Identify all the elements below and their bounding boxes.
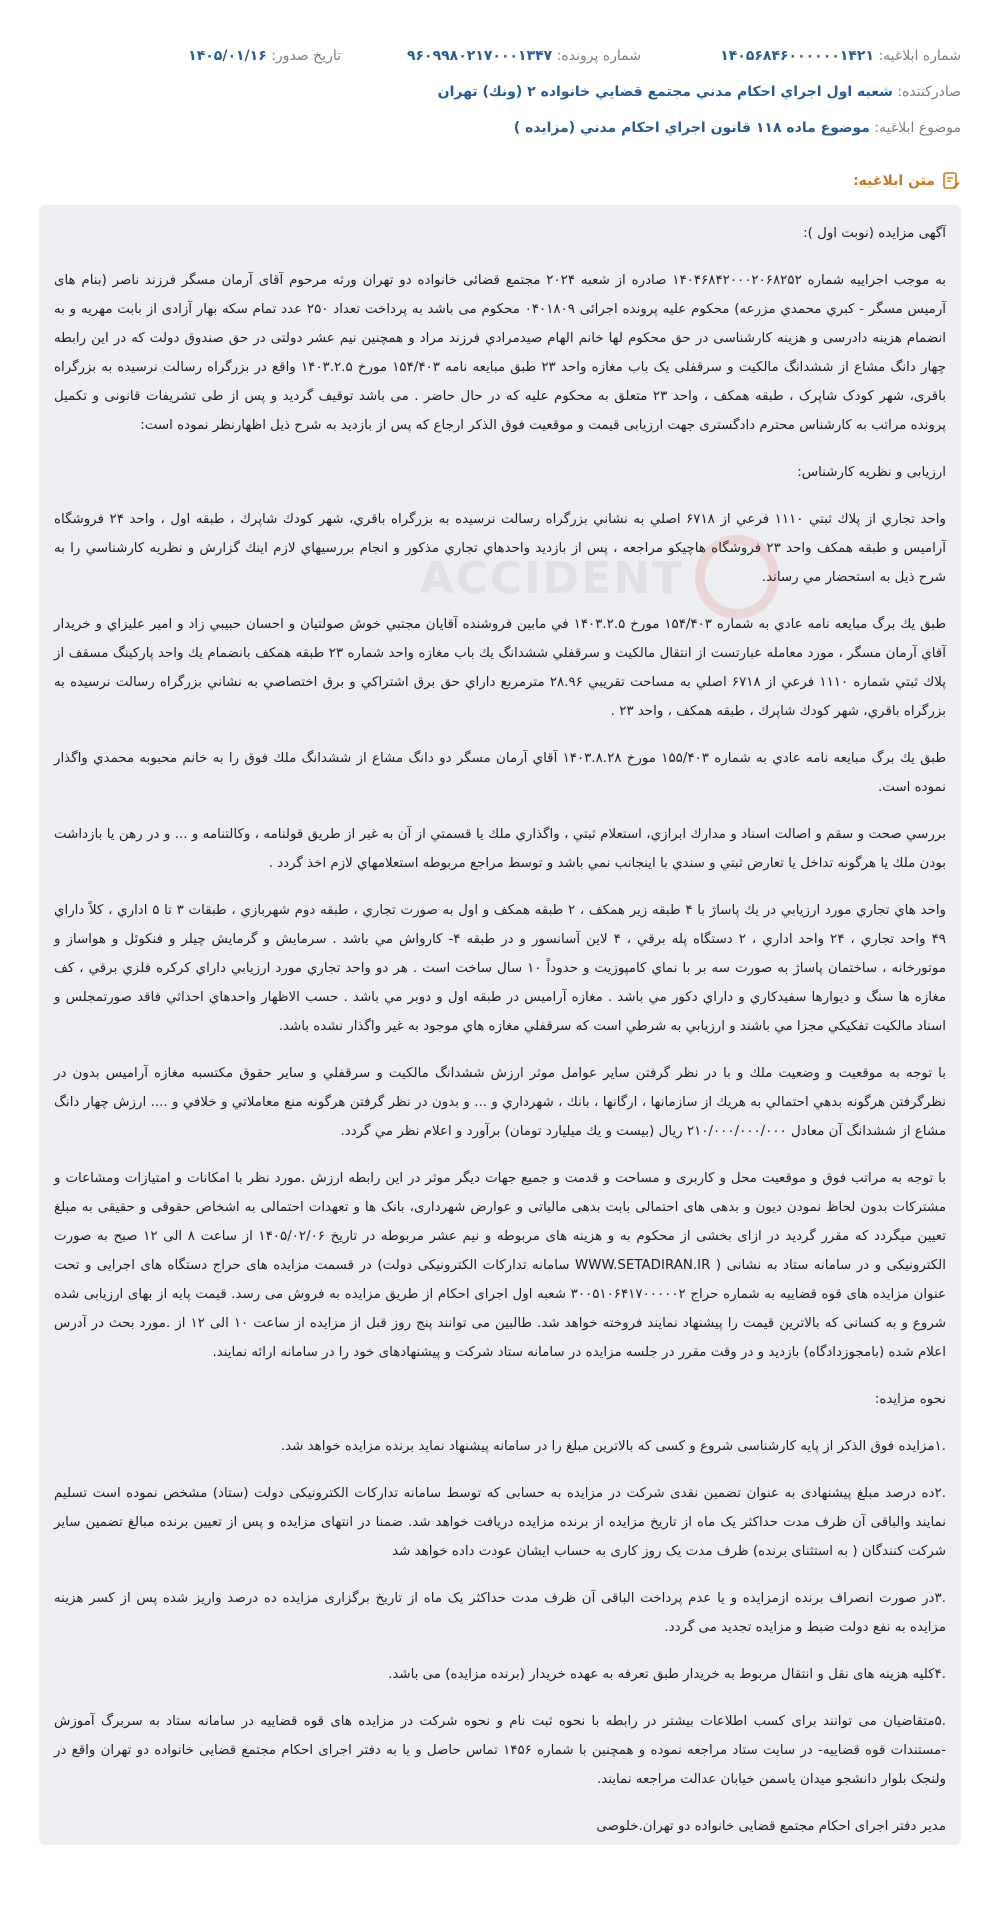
issue-date-value: ۱۴۰۵/۰۱/۱۶ [188,48,267,64]
auction-rule-item: .۱مزایده فوق الذکر از پایه کارشناسی شروع و کسی که بالاترین مبلغ را در سامانه پیشنهاد نماید برنده مزایده خواهد شد. [280,1439,946,1454]
file-number-label: شماره پرونده: [556,48,641,64]
notice-body [39,205,961,1845]
file-number [407,48,641,64]
notice-number-label: شماره ابلاغیه: [878,48,961,64]
auction-method-heading: نحوه مزایده: [874,1392,946,1407]
file-number-value: ۹۶۰۹۹۸۰۲۱۷۰۰۰۱۳۴۷ [406,48,553,64]
document-edit-icon [941,171,961,191]
issuer-row [39,84,961,100]
signature-line: مدیر دفتر اجرای احکام مجتمع قضایی خانواده دو تهران.خلوصی [596,1819,946,1834]
subject-label: موضوع ابلاغیه: [874,120,961,136]
auction-rule-item: .۵متقاضیان می توانند برای کسب اطلاعات بیشتر در رابطه با نحوه ثبت نام و نحوه شرکت در مزایده های قوه قضاییه در سامانه ستاد به سربرگ آموزش -مستندات قوه قضاییه- در سایت ستاد مراجعه نموده و همچنین با شماره ۱۴۵۶ تماس حاصل و یا به دفتر اجرای احکام مجتمع قضایی خانواده دو تهران واقع در ولنجک بلوار دانشجو میدان یاسمن خیابان عدالت مراجعه نمایند. [54,1714,946,1787]
notice-number-value: ۱۴۰۵۶۸۴۶۰۰۰۰۰۰۱۴۲۱ [720,48,874,64]
auction-rule-item: .۲ده درصد مبلغ پیشنهادی به عنوان تضمین نقدی شرکت در مزایده به حسابی که توسط سامانه تدارکات الکترونیکی دولت (ستاد) مشخص نموده است تسلیم نمایند والباقی آن ظرف مدت حداکثر یک ماه از تاریخ مزایده از برنده مزایده دریافت خواهد شد. ضمنا در انتهای مزایده و پس از تعیین برنده مبالغ تضمین سایر شرکت کنندگان ( به استثنای برنده) ظرف مدت یک روز کاری به حساب ایشان عودت داده خواهد شد [54,1486,946,1559]
notice-paragraph: طبق يك برگ مبايعه نامه عادي به شماره ۱۵۴/۴۰۳ مورخ ۱۴۰۳.۲.۵ في مابين فروشنده آقايان مجتبي خوش صولتيان و احسان حبيبي زاد و امير عليزاي و خريدار آقاي آرمان مسگر ، مورد معامله عبارتست از انتقال مالكيت و سرقفلي ششدانگ يك باب مغازه واحد شماره ۲۳ طبقه همكف بانضمام يك واحد پاركينگ مسقف از پلاك ثبتي شماره ۱۱۱۰ فرعي از ۶۷۱۸ اصلي به مساحت تقريبي ۲۸.۹۶ مترمربع داراي حق برق اشتراكي و برق اختصاصي به نشاني بزرگراه رسالت نرسيده به بزرگراه باقري، شهر كودك شاپرك ، طبقه همكف ، واحد ۲۳ . [54,617,947,719]
issue-date [188,48,341,64]
notice-meta-row [39,48,961,70]
auction-rule-item: .۴کلیه هزینه های نقل و انتقال مربوط به خریدار طبق تعرفه به عهده خریدار (برنده مزایده) می باشد. [388,1667,946,1682]
notice-number [720,48,961,64]
notice-paragraph: با توجه به موقعيت و وضعيت ملك و با در نظر گرفتن ساير عوامل موثر ارزش ششدانگ مالكيت و سرقفلي و ساير حقوق مكتسبه مغازه آراميس بدون در نظرگرفتن هرگونه بدهي احتمالي به هريك از سازمانها ، ارگانها ، بانك ، شهرداري و ... و بدون در نظر گرفتن هرگونه منع معاملاتي و خلافي و .... ارزش چهار دانگ مشاع از ششدانگ آن معادل ۲۱۰/۰۰۰/۰۰۰/۰۰۰ ريال (بيست و يك ميليارد تومان) برآورد و اعلام نظر مي گردد. [54,1066,946,1139]
subject-row [39,120,961,136]
notice-paragraph: بررسي صحت و سقم و اصالت اسناد و مدارك ابرازي، استعلام ثبتي ، واگذاري ملك يا قسمتي از آن به غير از طريق قولنامه ، وكالتنامه و ... و در رهن يا بازداشت بودن ملك يا هرگونه تداخل يا تعارض ثبتي و سندي با اينجانب نمي باشد و توسط مراجع مربوطه استعلامهاي لازم اخذ گردد . [54,827,946,871]
expert-heading: ارزیابی و نظریه کارشناس: [797,465,946,480]
issuer-label: صادرکننده: [897,84,961,100]
notice-paragraph: واحد هاي تجاري مورد ارزيابي در يك پاساژ با ۴ طبقه زير همكف ، ۲ طبقه همكف و اول به صورت تجاري ، طبقه دوم شهربازي ، طبقات ۳ تا ۵ اداري ، كلاً داراي ۴۹ واحد تجاري ، ۲۴ واحد اداري ، ۲ دستگاه پله برقي ، ۴ لاين آسانسور و در طبقه ۴- كارواش مي باشد . سرمايش و گرمايش چيلر و فنكوئل و هواساز و موتورخانه ، ساختمان پاساژ به صورت سه بر با نماي كامپوزيت و حدوداً ۱۰ سال ساخت است . هر دو واحد تجاري مورد ارزيابي داراي كركره فلزي برقي ، كف مغازه ها سنگ و ديوارها سفيدكاري و داراي دكور مي باشد . مغازه آراميس در طبقه اول و دوبر مي باشد . حسب الاظهار واحدهاي احداثي فاقد صورتمجلس و اسناد مالكيت تفكيكي مجزا مي باشند و ارزيابي به شرطي است كه سرقفلي مغازه هاي موجود به غير واگذار نشده باشد. [54,903,947,1034]
issuer-value: شعبه اول اجراي احكام مدني مجتمع قضايي خانواده ۲ (ونك) تهران [437,84,893,100]
notice-text-heading [853,171,961,191]
notice-heading-text: آگهی مزایده (نوبت اول ): [803,226,946,241]
notice-paragraph: به موجب اجراییه شماره ۱۴۰۴۶۸۴۲۰۰۰۲۰۶۸۲۵۲ صادره از شعبه ۲۰۲۴ مجتمع قضائی خانواده دو تهران ورثه مرحوم آقای آرمان مسگر فرزند ناصر (بنام های آرمیس مسگر - كبري محمدي مزرعه) محکوم علیه پرونده اجرائی ۰۴۰۱۸۰۹ محکوم می باشد به پرداخت تعداد ۲۵۰ عدد تمام سکه بهار آزادی از بابت مهریه و به انضمام هزینه دادرسی و هزینه کارشناسی در حق محكوم لها خانم الهام صيدمرادي فرزند مراد و همچنین نیم عشر دولتی در حق صندوق دولت که در این رابطه چهار دانگ مشاع از ششدانگ مالکیت و سرقفلی یک باب مغازه واحد ۲۳ طبق مبایعه نامه ۱۵۴/۴۰۳ مورخ ۱۴۰۳.۲.۵ واقع در بزرگراه رسالت نرسیده به بزرگراه باقری، شهر کودک شاپرک ، طبقه همکف ، واحد ۲۳ متعلق به محکوم علیه که در حال حاضر . می باشد توقیف گردید و پس از طی تشریفات قانونی و تکمیل پرونده مراتب به کارشناس محترم دادگستری جهت ارزیابی قیمت و موقعیت فوق الذکر ارجاع که پس از بازدید به شرح ذیل اظهارنظر نموده است: [54,273,947,433]
watermark-text: ACCIDENT [419,553,684,604]
notice-paragraph: طبق يك برگ مبايعه نامه عادي به شماره ۱۵۵/۴۰۳ مورخ ۱۴۰۳.۸.۲۸ آقاي آرمان مسگر دو دانگ مشاع از ششدانگ ملك فوق را به خانم محبوبه محمدي واگذار نموده است. [54,751,947,795]
issue-date-label: تاریخ صدور: [271,48,341,64]
subject-value: موضوع ماده ۱۱۸ قانون اجراي احكام مدني (مزايده ) [513,120,870,136]
notice-paragraph: واحد تجاري از پلاك ثبتي ۱۱۱۰ فرعي از ۶۷۱۸ اصلي به نشاني بزرگراه رسالت نرسيده به بزرگراه باقري، شهر كودك شاپرك ، طبقه اول ، واحد ۲۴ فروشگاه آراميس و طبقه همكف واحد ۲۳ فروشگاه هاچيكو مراجعه ، پس از بازديد واحدهاي تجاري مذكور و انجام بررسيهاي لازم اينك گزارش و نظريه كارشناسي را به شرح ذيل به استحضار مي رساند. [54,512,946,585]
notice-text-title: متن ابلاغیه: [853,173,935,189]
notice-paragraph: با توجه به مراتب فوق و موقعیت محل و کاربری و مساحت و قدمت و جمیع جهات دیگر موثر در این رابطه ارزش .مورد نظر با امکانات و امتیازات ومشاعات و مشترکات بدون لحاظ نمودن دیون و بدهی های احتمالی بابت بدهی مالیاتی و عوارض شهرداری، بانک ها و تعهدات احتمالی به اشخاص حقوقی و حقیقی به مبلغ تعیین میگردد که مقرر گردید در ازای بخشی از محکوم به و هزینه های مربوطه و نیم عشر مربوطه در تاریخ ۱۴۰۵/۰۲/۰۶ از ساعت ۸ الی ۱۲ صبح به صورت الکترونیکی و در سامانه ستاد به نشانی ( WWW.SETADIRAN.IR سامانه تدارکات الکترونیکی دولت) در قسمت مزایده های حراج دستگاه های اجرایی و تحت عنوان مزایده های قوه قضاییه به شماره حراج ۳۰۰۵۱۰۶۴۱۷۰۰۰۰۰۲ شعبه اول اجرای احکام از طریق مزایده به فروش می رسد. قیمت پایه از بهای ارزیابی شده شروع و به کسانی که بالاترین قیمت را پیشنهاد نمایند فروخته خواهد شد. طالبین می توانند پنج روز قبل از مزایده از ساعت ۱۰ الی ۱۲ از .مورد بحث در آدرس اعلام شده (بامجوزدادگاه) بازدید و در وقت مقرر در جلسه مزایده در سامانه ستاد شرکت و پیشنهادهای خود را در سامانه ارائه نمایند. [54,1171,946,1360]
auction-rule-item: .۳در صورت انصراف برنده ازمزایده و یا عدم پرداخت الباقی آن ظرف مدت حداکثر یک ماه از تاریخ برگزاری مزایده ده درصد واریز شده پس از کسر هزینه مزایده به نفع دولت ضبط و مزایده تجدید می گردد. [54,1591,946,1635]
